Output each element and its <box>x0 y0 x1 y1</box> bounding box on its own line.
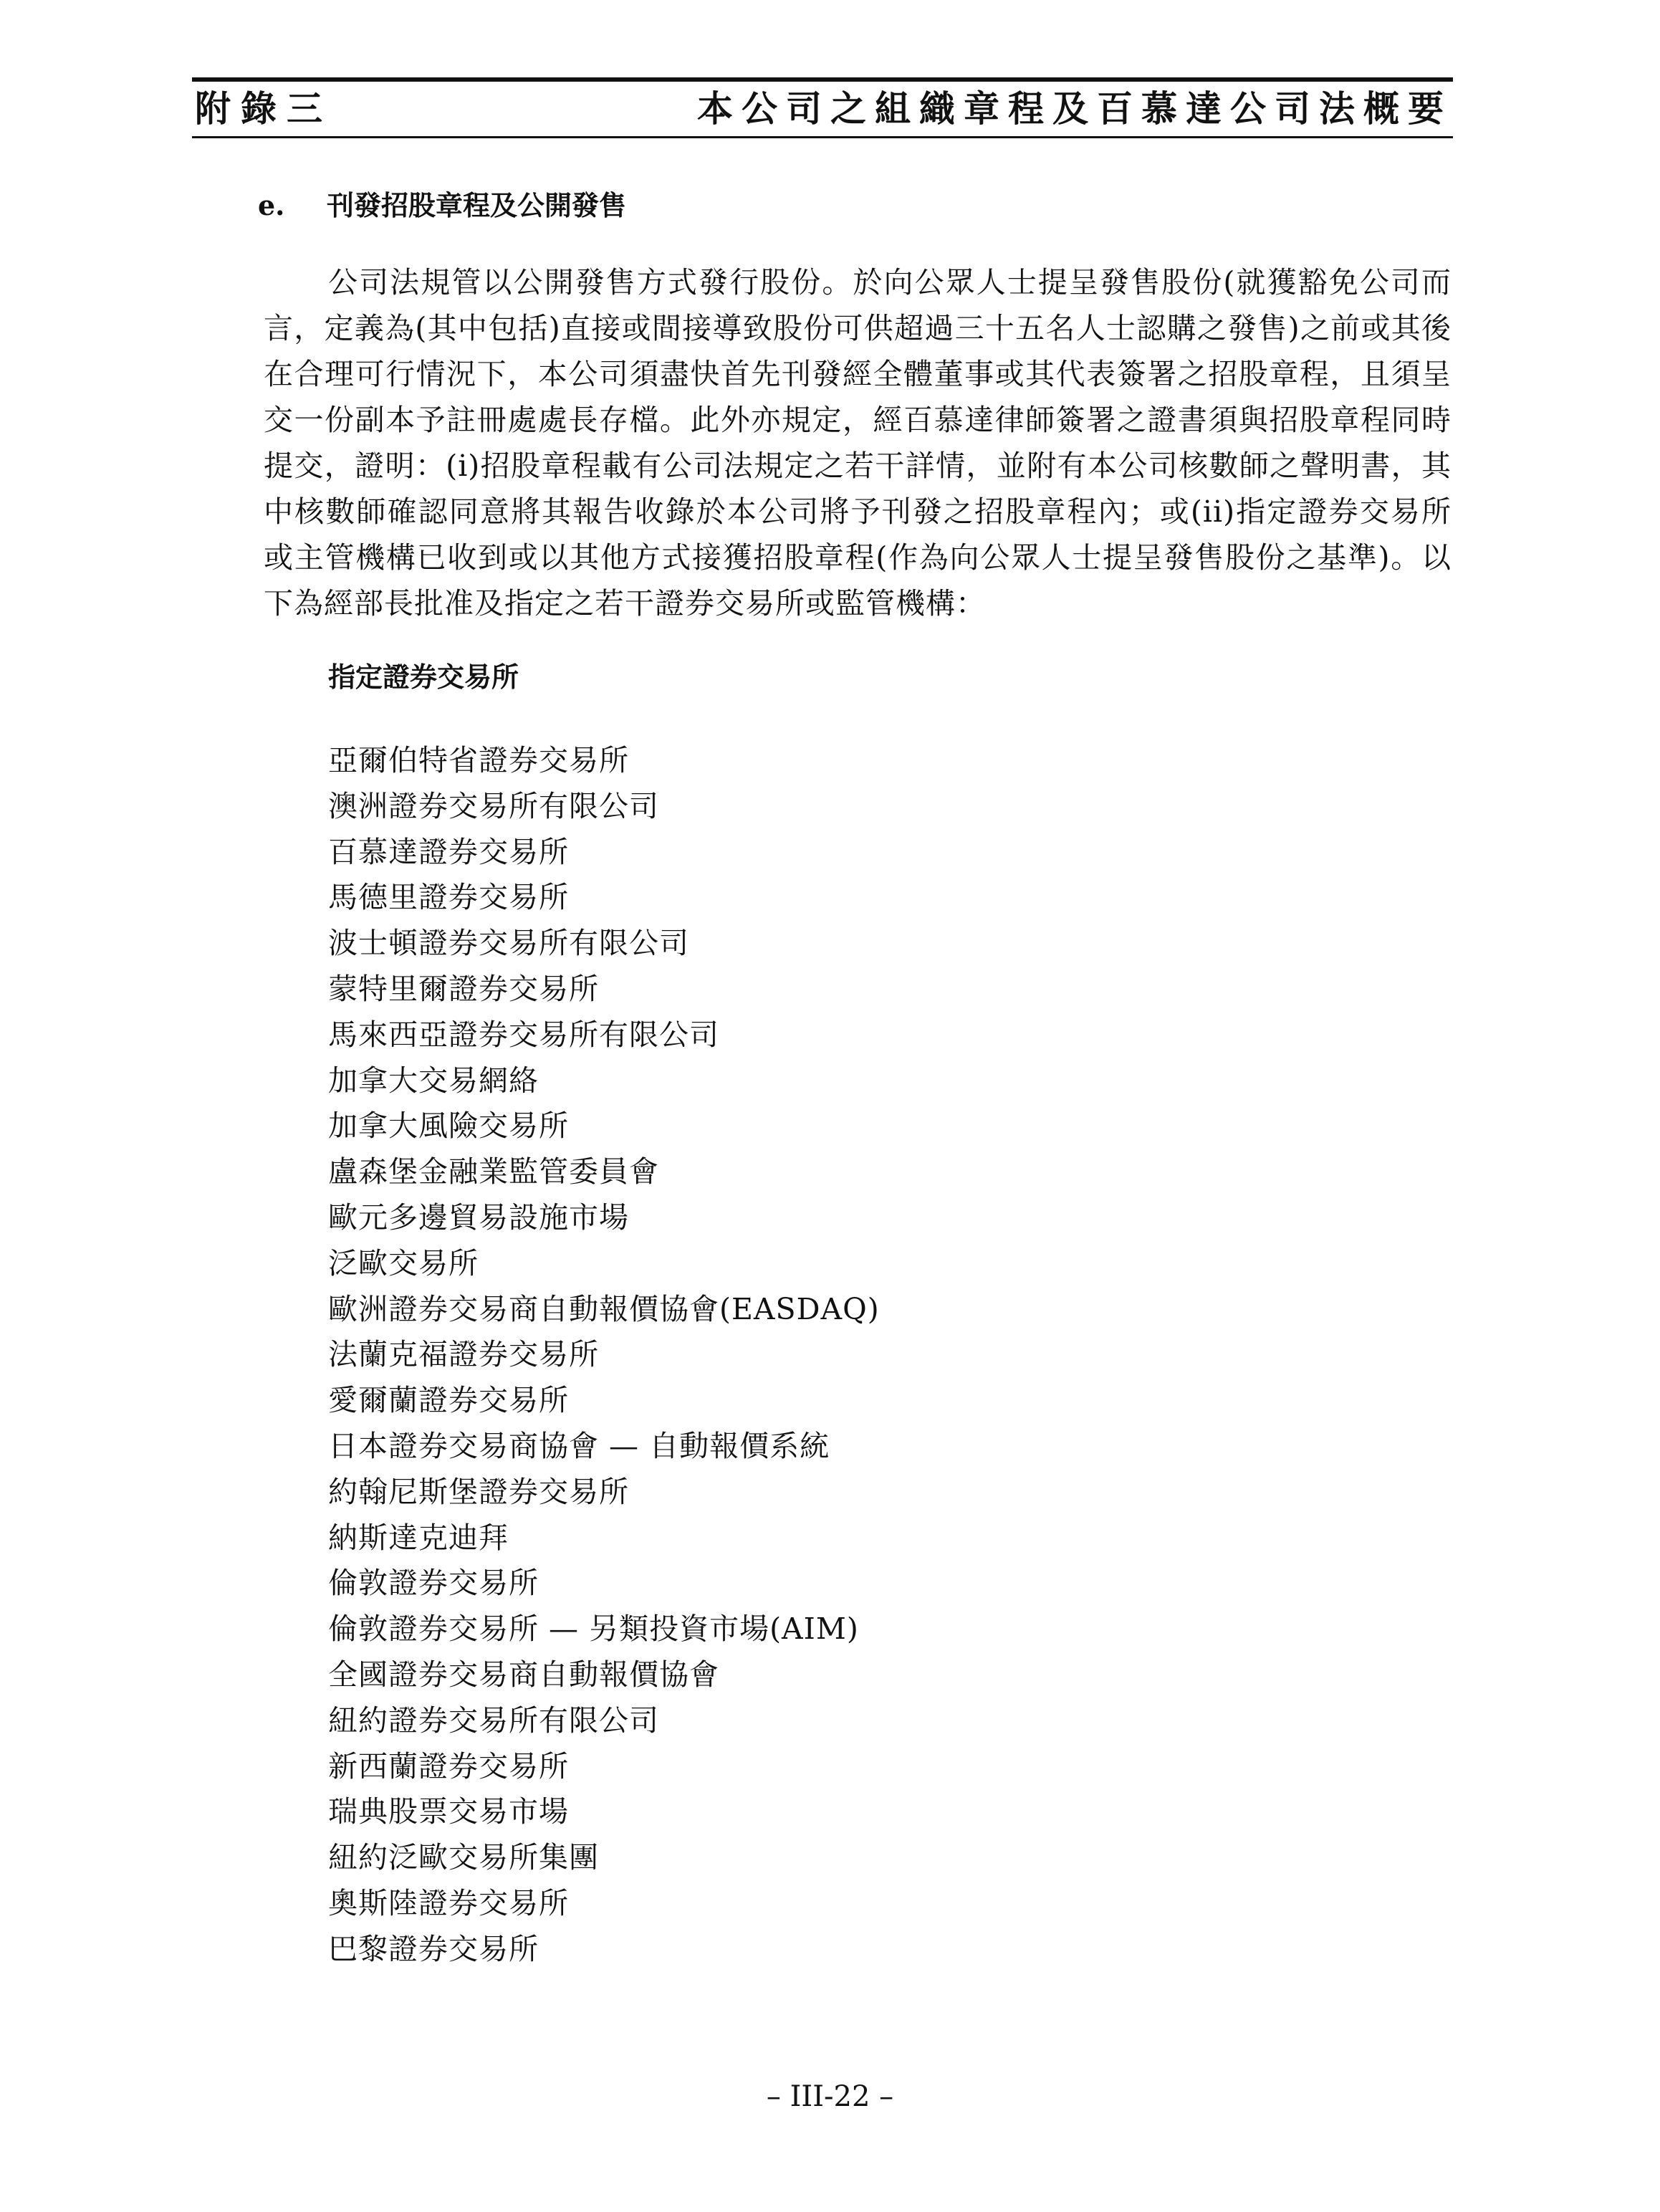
header-bottom-rule <box>192 136 1453 138</box>
exchange-item: 盧森堡金融業監管委員會 <box>328 1154 659 1189</box>
exchange-item: 倫敦證券交易所 — 另類投資市場(AIM) <box>328 1612 859 1647</box>
body-paragraph: 公司法規管以公開發售方式發行股份。於向公眾人士提呈發售股份(就獲豁免公司而言，定義為(其中包括)直接或間接導致股份可供超過三十五名人士認購之發售)之前或其後在合理可行情況下，本公司須盡快首先刊發經全體董事或其代表簽署之招股章程，且須呈交一份副本予註冊處處長存檔。此外亦規定，經百慕達律師簽署之證書須與招股章程同時提交，證明：(i)招股章程載有公司法規定之若干詳情，並附有本公司核數師之聲明書，其中核數師確認同意將其報告收錄於本公司將予刊發之招股章程內；或(ii)指定證券交易所或主管機構已收到或以其他方式接獲招股章程(作為向公眾人士提呈發售股份之基準)。以下為經部長批准及指定之若干證券交易所或監管機構： <box>264 265 1452 621</box>
exchange-item: 馬德里證券交易所 <box>328 880 569 915</box>
exchange-item: 歐元多邊貿易設施市場 <box>328 1200 629 1235</box>
exchange-item: 紐約泛歐交易所集團 <box>328 1840 599 1875</box>
exchange-item: 新西蘭證券交易所 <box>328 1748 569 1784</box>
exchange-item: 巴黎證券交易所 <box>328 1931 539 1966</box>
exchange-item: 納斯達克迪拜 <box>328 1520 509 1555</box>
exchange-item: 日本證券交易商協會 — 自動報價系統 <box>328 1428 830 1463</box>
exchange-item: 加拿大風險交易所 <box>328 1109 569 1144</box>
header-top-rule <box>192 77 1453 82</box>
appendix-label: 附錄三 <box>195 87 332 130</box>
exchange-item: 波士頓證券交易所有限公司 <box>328 926 689 961</box>
exchange-list <box>328 738 880 1973</box>
exchange-item: 約翰尼斯堡證券交易所 <box>328 1474 629 1509</box>
exchange-item: 泛歐交易所 <box>328 1245 479 1280</box>
designated-exchanges-heading: 指定證券交易所 <box>328 661 519 693</box>
header-title: 本公司之組織章程及百慕達公司法概要 <box>697 87 1452 130</box>
exchange-item: 倫敦證券交易所 <box>328 1566 539 1601</box>
exchange-item: 蒙特里爾證券交易所 <box>328 971 599 1006</box>
exchange-item: 馬來西亞證券交易所有限公司 <box>328 1017 719 1052</box>
exchange-item: 歐洲證券交易商自動報價協會(EASDAQ) <box>328 1291 880 1326</box>
exchange-item: 百慕達證券交易所 <box>328 834 569 869</box>
section-letter: e. <box>258 189 285 221</box>
section-title: 刊發招股章程及公開發售 <box>327 189 627 221</box>
exchange-item: 紐約證券交易所有限公司 <box>328 1703 659 1738</box>
exchange-item: 奧斯陸證券交易所 <box>328 1885 569 1920</box>
exchange-item: 法蘭克福證券交易所 <box>328 1337 599 1372</box>
exchange-item: 澳洲證券交易所有限公司 <box>328 788 659 823</box>
exchange-item: 瑞典股票交易市場 <box>328 1794 569 1829</box>
page-number: – III-22 – <box>766 2080 894 2113</box>
exchange-item: 亞爾伯特省證券交易所 <box>328 743 629 777</box>
exchange-item: 加拿大交易網絡 <box>328 1063 539 1098</box>
section-heading <box>258 188 626 224</box>
exchange-item: 全國證券交易商自動報價協會 <box>328 1657 719 1692</box>
exchange-item: 愛爾蘭證券交易所 <box>328 1383 569 1418</box>
